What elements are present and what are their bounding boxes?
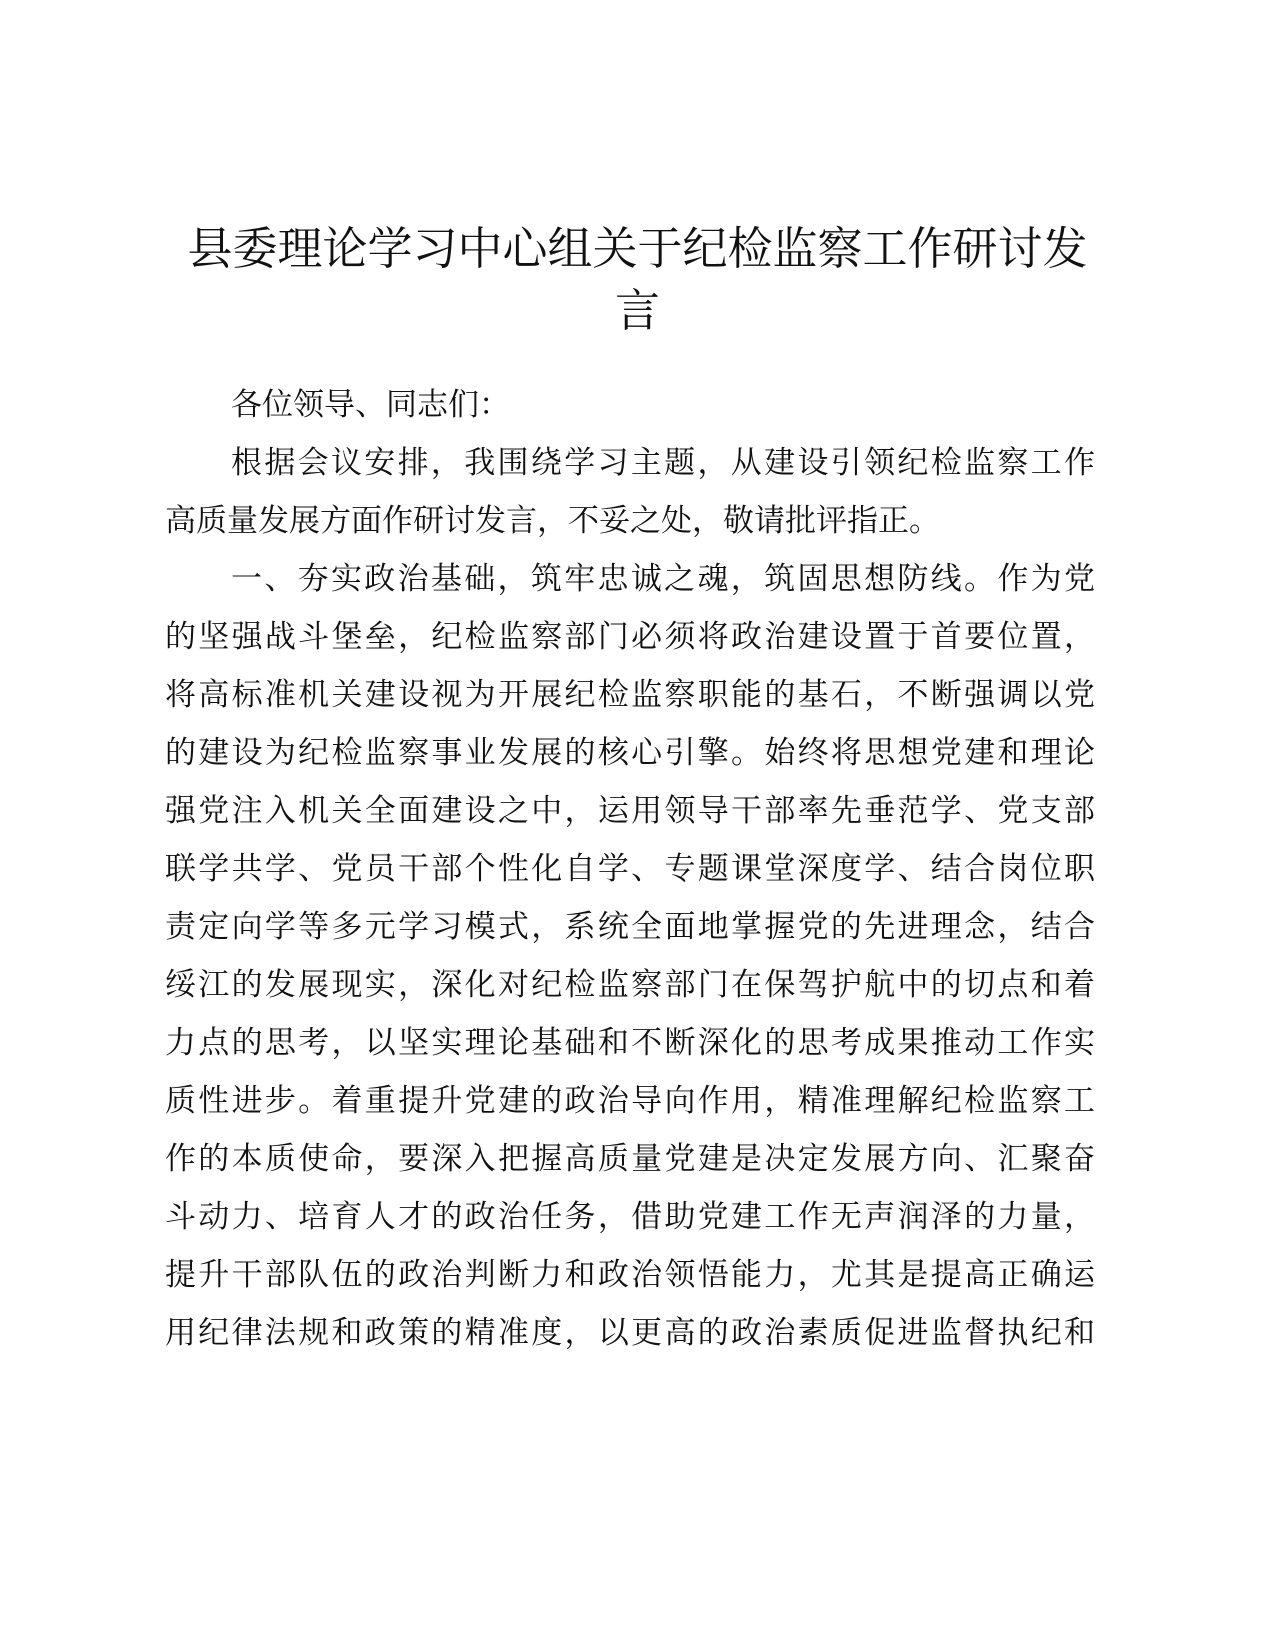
paragraph-line: 高质量发展方面作研讨发言，不妥之处，敬请批评指正。	[165, 503, 940, 539]
page-title	[165, 218, 1110, 342]
salutation: 各位领导、同志们：	[231, 387, 510, 423]
paragraph-line: 根据会议安排，我围绕学习主题，从建设引领纪检监察工作	[231, 445, 1095, 481]
paragraph-line: 作的本质使命，要深入把握高质量党建是决定发展方向、汇聚奋	[165, 1141, 1095, 1177]
paragraph-line: 一、夯实政治基础，筑牢忠诚之魂，筑固思想防线。作为党	[231, 561, 1095, 597]
paragraph-2	[165, 550, 1095, 1362]
paragraph-line: 的坚强战斗堡垒，纪检监察部门必须将政治建设置于首要位置，	[165, 619, 1095, 655]
paragraph-line: 用纪律法规和政策的精准度，以更高的政治素质促进监督执纪和	[165, 1315, 1095, 1351]
title-line-2: 言	[614, 284, 660, 337]
paragraph-line: 责定向学等多元学习模式，系统全面地掌握党的先进理念，结合	[165, 909, 1095, 945]
paragraph-line: 联学共学、党员干部个性化自学、专题课堂深度学、结合岗位职	[165, 851, 1095, 887]
paragraph-line: 的建设为纪检监察事业发展的核心引擎。始终将思想党建和理论	[165, 735, 1095, 771]
paragraph-line: 提升干部队伍的政治判断力和政治领悟能力，尤其是提高正确运	[165, 1257, 1095, 1293]
document-body	[165, 376, 1095, 1362]
title-line-1: 县委理论学习中心组关于纪检监察工作研讨发	[187, 222, 1088, 275]
paragraph-line: 强党注入机关全面建设之中，运用领导干部率先垂范学、党支部	[165, 793, 1095, 829]
paragraph-line: 质性进步。着重提升党建的政治导向作用，精准理解纪检监察工	[165, 1083, 1095, 1119]
paragraph-line: 将高标准机关建设视为开展纪检监察职能的基石，不断强调以党	[165, 677, 1095, 713]
paragraph-line: 绥江的发展现实，深化对纪检监察部门在保驾护航中的切点和着	[165, 967, 1095, 1003]
paragraph-1	[165, 434, 1095, 550]
paragraph-line: 斗动力、培育人才的政治任务，借助党建工作无声润泽的力量，	[165, 1199, 1095, 1235]
paragraph-line: 力点的思考，以坚实理论基础和不断深化的思考成果推动工作实	[165, 1025, 1095, 1061]
